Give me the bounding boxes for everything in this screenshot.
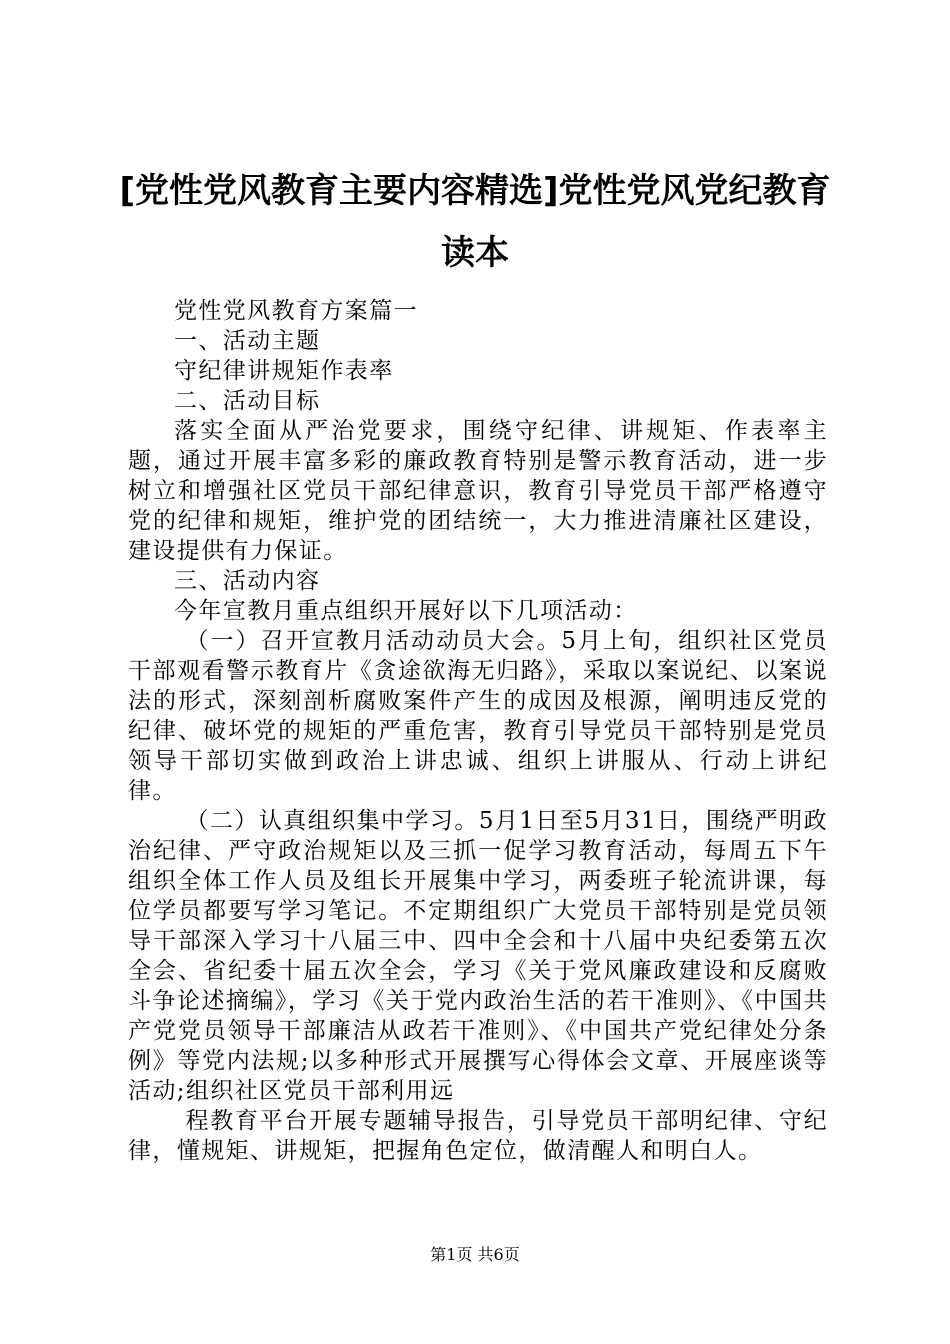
page-footer: 第1页 共6页 [430,1245,520,1264]
body-paragraph: （二）认真组织集中学习。5月1日至5月31日，围绕严明政治纪律、严守政治规矩以及三抓一促学习教育活动，每周五下午组织全体工作人员及组长开展集中学习，两委班子轮流讲课，每位学员都要写学习笔记。不定期组织广大党员干部特别是党员领导干部深入学习十八届三中、四中全会和十八届中央纪委第五次全会、省纪委十届五次全会，学习《关于党风廉政建设和反腐败斗争论述摘编》，学习《关于党内政治生活的若干准则》、《中国共产党党员领导干部廉洁从政若干准则》、《中国共产党纪律处分条例》等党内法规;以多种形式开展撰写心得体会文章、开展座谈等活动;组织社区党员干部利用远 [128,808,828,1104]
section-heading: 二、活动目标 [174,388,321,414]
body-paragraph: 落实全面从严治党要求，围绕守纪律、讲规矩、作表率主题，通过开展丰富多彩的廉政教育特别是警示教育活动，进一步树立和增强社区党员干部纪律意识，教育引导党员干部严格遵守党的纪律和规矩，维护党的团结统一，大力推进清廉社区建设，建设提供有力保证。 [128,418,828,564]
document-title: [党性党风教育主要内容精选]党性党风党纪教育读本 [119,171,831,273]
section-heading: 三、活动内容 [174,568,321,594]
body-paragraph: 守纪律讲规矩作表率 [174,358,394,384]
body-paragraph: 程教育平台开展专题辅导报告，引导党员干部明纪律、守纪律，懂规矩、讲规矩，把握角色定位，做清醒人和明白人。 [128,1108,828,1164]
section-heading: 党性党风教育方案篇一 [174,298,418,324]
body-paragraph: 今年宣教月重点组织开展好以下几项活动： [174,598,638,624]
body-paragraph: （一）召开宣教月活动动员大会。5月上旬，组织社区党员干部观看警示教育片《贪途欲海无归路》，采取以案说纪、以案说法的形式，深刻剖析腐败案件产生的成因及根源，阐明违反党的纪律、破坏党的规矩的严重危害，教育引导党员干部特别是党员领导干部切实做到政治上讲忠诚、组织上讲服从、行动上讲纪律。 [128,628,828,804]
section-heading: 一、活动主题 [174,328,321,354]
document-body [128,296,828,1166]
